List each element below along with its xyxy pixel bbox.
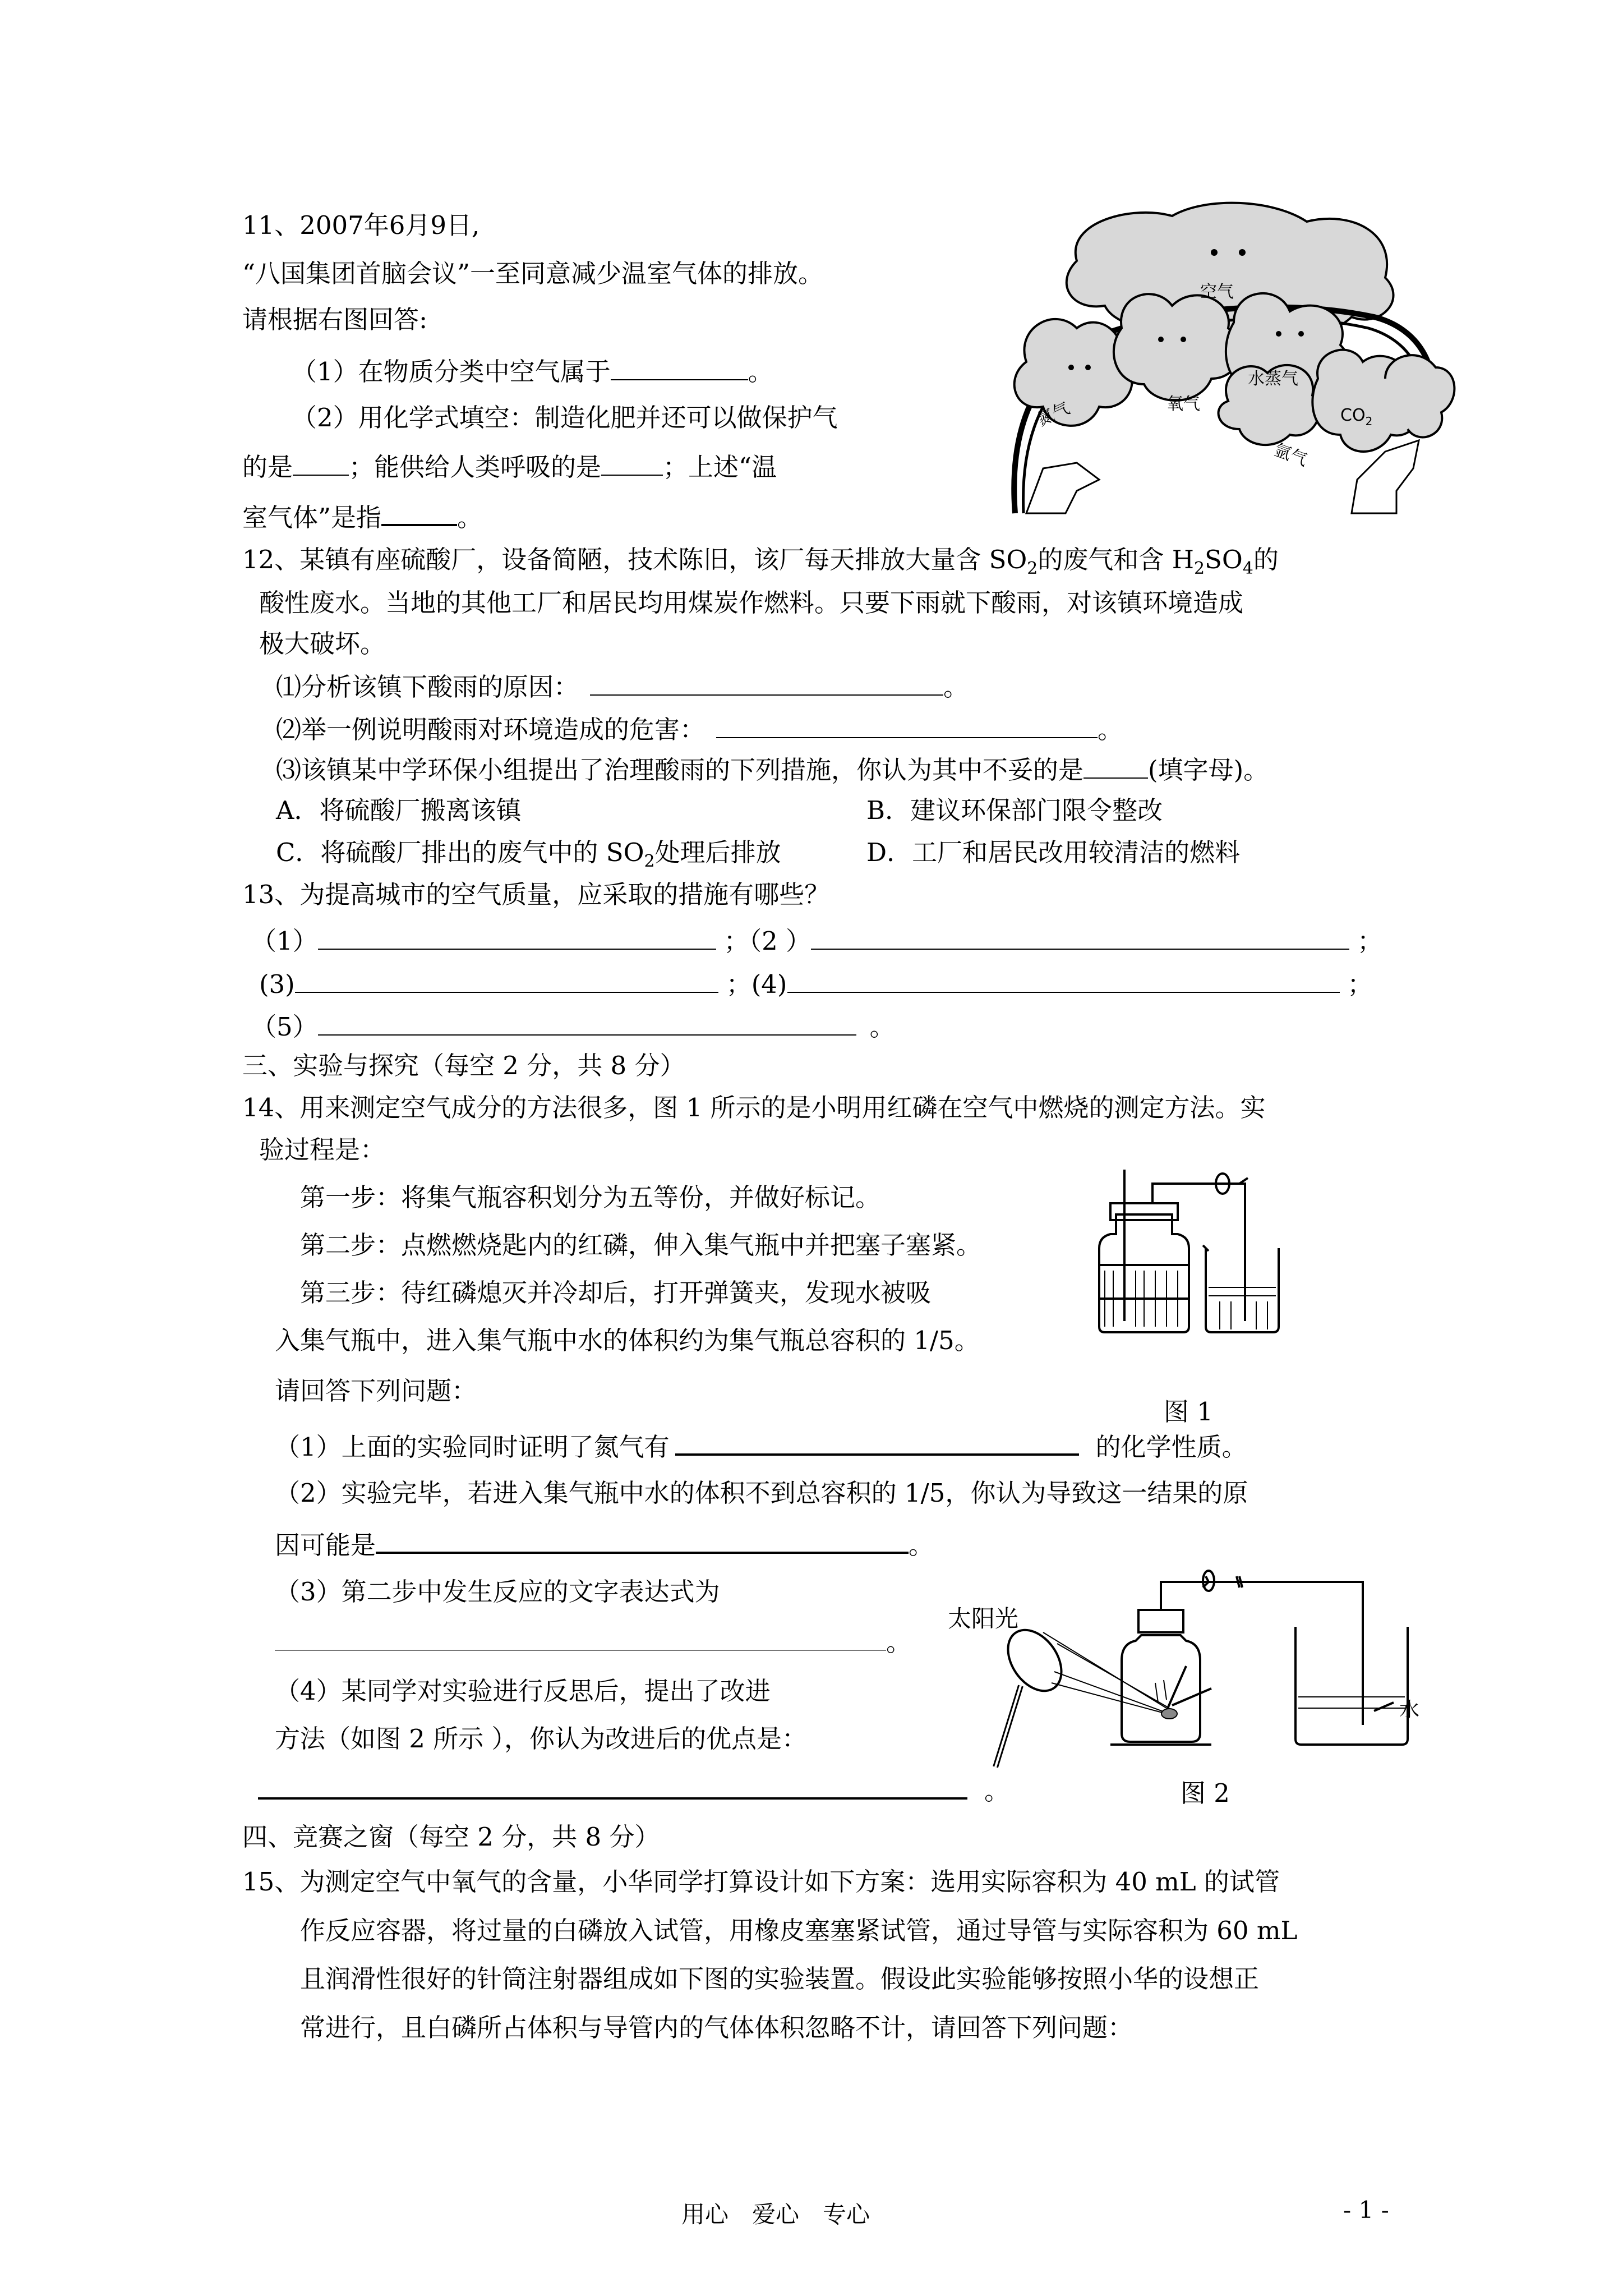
answer-blank[interactable]: [787, 966, 1340, 993]
figure-2-apparatus: [925, 1565, 1430, 1778]
q12-sub: 2: [644, 852, 655, 871]
q12-line2: 酸性废水。当地的其他工厂和居民均用煤炭作燃料。只要下雨就下酸雨，对该镇环境造成: [259, 588, 1244, 618]
q14-text: 的化学性质。: [1095, 1432, 1247, 1462]
q11-text: ；上述“温: [663, 452, 777, 482]
answer-blank[interactable]: [275, 1624, 886, 1651]
answer-blank[interactable]: [675, 1428, 1079, 1456]
q11-line2: “八国集团首脑会议”一至同意减少温室气体的排放。: [242, 259, 824, 288]
q14-part3: （3）第二步中发生反应的文字表达式为: [275, 1577, 720, 1607]
figure-1-apparatus: [1088, 1158, 1295, 1372]
q14-line2: 验过程是：: [259, 1135, 386, 1165]
q11-part1-end: 。: [748, 357, 773, 386]
q11-part2-cont: [242, 449, 777, 484]
q13-answers-1-2: [251, 923, 1382, 958]
q14-part4-cont: 方法（如图 2 所示 ），你认为改进后的优点是：: [275, 1724, 808, 1754]
q14-step2: 第二步：点燃燃烧匙内的红磷，伸入集气瓶中并把塞子塞紧。: [300, 1230, 982, 1260]
answer-blank[interactable]: [1083, 752, 1148, 779]
q12-option-c[interactable]: [276, 836, 781, 878]
label-argon: 氩气: [1271, 440, 1310, 471]
q14-text: （1）上面的实验同时证明了氮气有: [275, 1432, 670, 1462]
answer-blank[interactable]: [376, 1526, 909, 1554]
label-water-vapor: 水蒸气: [1248, 369, 1298, 389]
label-oxygen: 氧气: [1166, 394, 1200, 414]
q14-text: 因可能是: [275, 1530, 376, 1560]
q11-text: 。: [457, 503, 483, 532]
q12-part3: [276, 752, 1269, 787]
q12-text: ⑵举一例说明酸雨对环境造成的危害：: [276, 715, 706, 744]
q13-text: （1）: [251, 926, 318, 956]
q13-text: ；: [1357, 926, 1383, 956]
q15-line3: 且润滑性很好的针筒注射器组成如下图的实验装置。假设此实验能够按照小华的设想正: [300, 1964, 1260, 1994]
q13-text: ；（2 ）: [723, 926, 811, 956]
air-composition-cartoon: [993, 199, 1461, 519]
page-number: - 1 -: [1343, 2196, 1389, 2224]
q13-answers-3-4: [259, 966, 1373, 1001]
label-co2-text: CO: [1340, 406, 1366, 425]
q12-text: (填字母)。: [1148, 755, 1269, 785]
q11-text: 的是: [242, 452, 293, 482]
q14-part2-cont: [275, 1526, 934, 1562]
q11-part1-text: （1）在物质分类中空气属于: [292, 357, 611, 386]
q12-text: C．将硫酸厂排出的废气中的 SO: [276, 838, 644, 867]
q12-line1: [242, 543, 1279, 586]
section-4-heading: 四、竞赛之窗（每空 2 分，共 8 分）: [242, 1822, 660, 1852]
answer-blank[interactable]: [295, 966, 718, 993]
q12-text: 。: [1098, 715, 1123, 744]
q12-line3: 极大破坏。: [259, 629, 386, 659]
q13-text: （5）: [251, 1012, 318, 1042]
answer-blank[interactable]: [318, 1009, 856, 1036]
q14-part1: [275, 1428, 1247, 1464]
q12-text: SO: [1205, 545, 1243, 574]
q11-line1: 11、2007年6月9日,: [242, 210, 480, 240]
q12-text: 的废气和含 H: [1038, 545, 1194, 574]
q11-part2: （2）用化学式填空：制造化肥并还可以做保护气: [292, 403, 838, 432]
q12-part2: [276, 711, 1123, 747]
answer-blank[interactable]: [258, 1772, 967, 1800]
q12-text: 12、某镇有座硫酸厂，设备简陋，技术陈旧，该厂每天排放大量含 SO: [242, 545, 1027, 574]
q12-sub: 2: [1027, 559, 1038, 578]
label-co2-sub: 2: [1365, 415, 1373, 428]
q11-part1: [292, 353, 773, 389]
q14-part4-answer: [258, 1772, 1009, 1808]
q15-line1: 15、为测定空气中氧气的含量，小华同学打算设计如下方案：选用实际容积为 40 mL 的试管: [242, 1867, 1280, 1897]
q13-answer-5: [251, 1009, 895, 1044]
water-label: 水: [1399, 1699, 1420, 1722]
q13-line1: 13、为提高城市的空气质量，应采取的措施有哪些？: [242, 880, 830, 909]
section-3-heading: 三、实验与探究（每空 2 分，共 8 分）: [242, 1051, 685, 1080]
figure-2-caption: 图 2: [1181, 1778, 1230, 1808]
q14-text: 。: [886, 1627, 912, 1657]
answer-blank[interactable]: [293, 449, 349, 476]
q13-text: ；(4): [726, 969, 787, 999]
q11-text: ；能供给人类呼吸的是: [349, 452, 602, 482]
q12-sub: 2: [1193, 559, 1205, 578]
q12-text: 。: [943, 672, 969, 702]
q12-sub: 4: [1242, 559, 1253, 578]
figure-1-caption: 图 1: [1164, 1397, 1213, 1427]
answer-blank[interactable]: [381, 498, 457, 526]
q14-step1: 第一步：将集气瓶容积划分为五等份，并做好标记。: [300, 1182, 881, 1212]
q13-text: 。: [869, 1012, 895, 1042]
q14-part2: （2）实验完毕，若进入集气瓶中水的体积不到总容积的 1/5，你认为导致这一结果的原: [275, 1478, 1248, 1508]
q14-text: 。: [909, 1530, 934, 1560]
q11-text: 室气体”是指: [242, 503, 382, 532]
q14-prompt: 请回答下列问题：: [275, 1376, 477, 1406]
label-nitrogen: 氮气: [1034, 398, 1073, 431]
q14-text: 。: [984, 1776, 1010, 1806]
q14-part4: （4）某同学对实验进行反思后，提出了改进: [275, 1676, 771, 1706]
q12-text: 的: [1253, 545, 1279, 574]
answer-blank[interactable]: [716, 711, 1098, 738]
q11-line3: 请根据右图回答:: [242, 305, 428, 334]
q14-line1: 14、用来测定空气成分的方法很多，图 1 所示的是小明用红磷在空气中燃烧的测定方法。实: [242, 1093, 1266, 1122]
label-air: 空气: [1200, 282, 1234, 302]
answer-blank[interactable]: [601, 449, 663, 476]
q12-text: 处理后排放: [654, 838, 781, 867]
q14-step3: 第三步：待红磷熄灭并冷却后，打开弹簧夹，发现水被吸: [300, 1278, 932, 1308]
q11-part2-end: [242, 498, 482, 535]
q12-text: ⑶该镇某中学环保小组提出了治理酸雨的下列措施，你认为其中不妥的是: [276, 755, 1084, 785]
q12-part1: [276, 669, 969, 704]
page-footer-motto: 用心 爱心 专心: [681, 2201, 870, 2228]
answer-blank[interactable]: [590, 669, 943, 696]
q13-text: (3): [259, 969, 295, 999]
answer-blank[interactable]: [811, 923, 1349, 950]
answer-blank[interactable]: [611, 353, 748, 380]
q12-option-a[interactable]: A．将硫酸厂搬离该镇: [276, 795, 522, 825]
q15-line2: 作反应容器，将过量的白磷放入试管，用橡皮塞塞紧试管，通过导管与实际容积为 60 mL: [300, 1916, 1298, 1945]
q14-part3-answer: [275, 1624, 911, 1659]
answer-blank[interactable]: [318, 923, 716, 950]
q12-option-d[interactable]: D．工厂和居民改用较清洁的燃料: [866, 838, 1241, 867]
q12-text: ⑴分析该镇下酸雨的原因：: [276, 672, 579, 702]
q15-line4: 常进行，且白磷所占体积与导管内的气体体积忽略不计，请回答下列问题：: [300, 2013, 1133, 2042]
sunlight-label: 太阳光: [948, 1605, 1019, 1632]
q12-option-b[interactable]: B．建议环保部门限令整改: [866, 795, 1163, 825]
q14-step4: 入集气瓶中，进入集气瓶中水的体积约为集气瓶总容积的 1/5。: [275, 1326, 980, 1355]
q13-text: ；: [1347, 969, 1373, 999]
